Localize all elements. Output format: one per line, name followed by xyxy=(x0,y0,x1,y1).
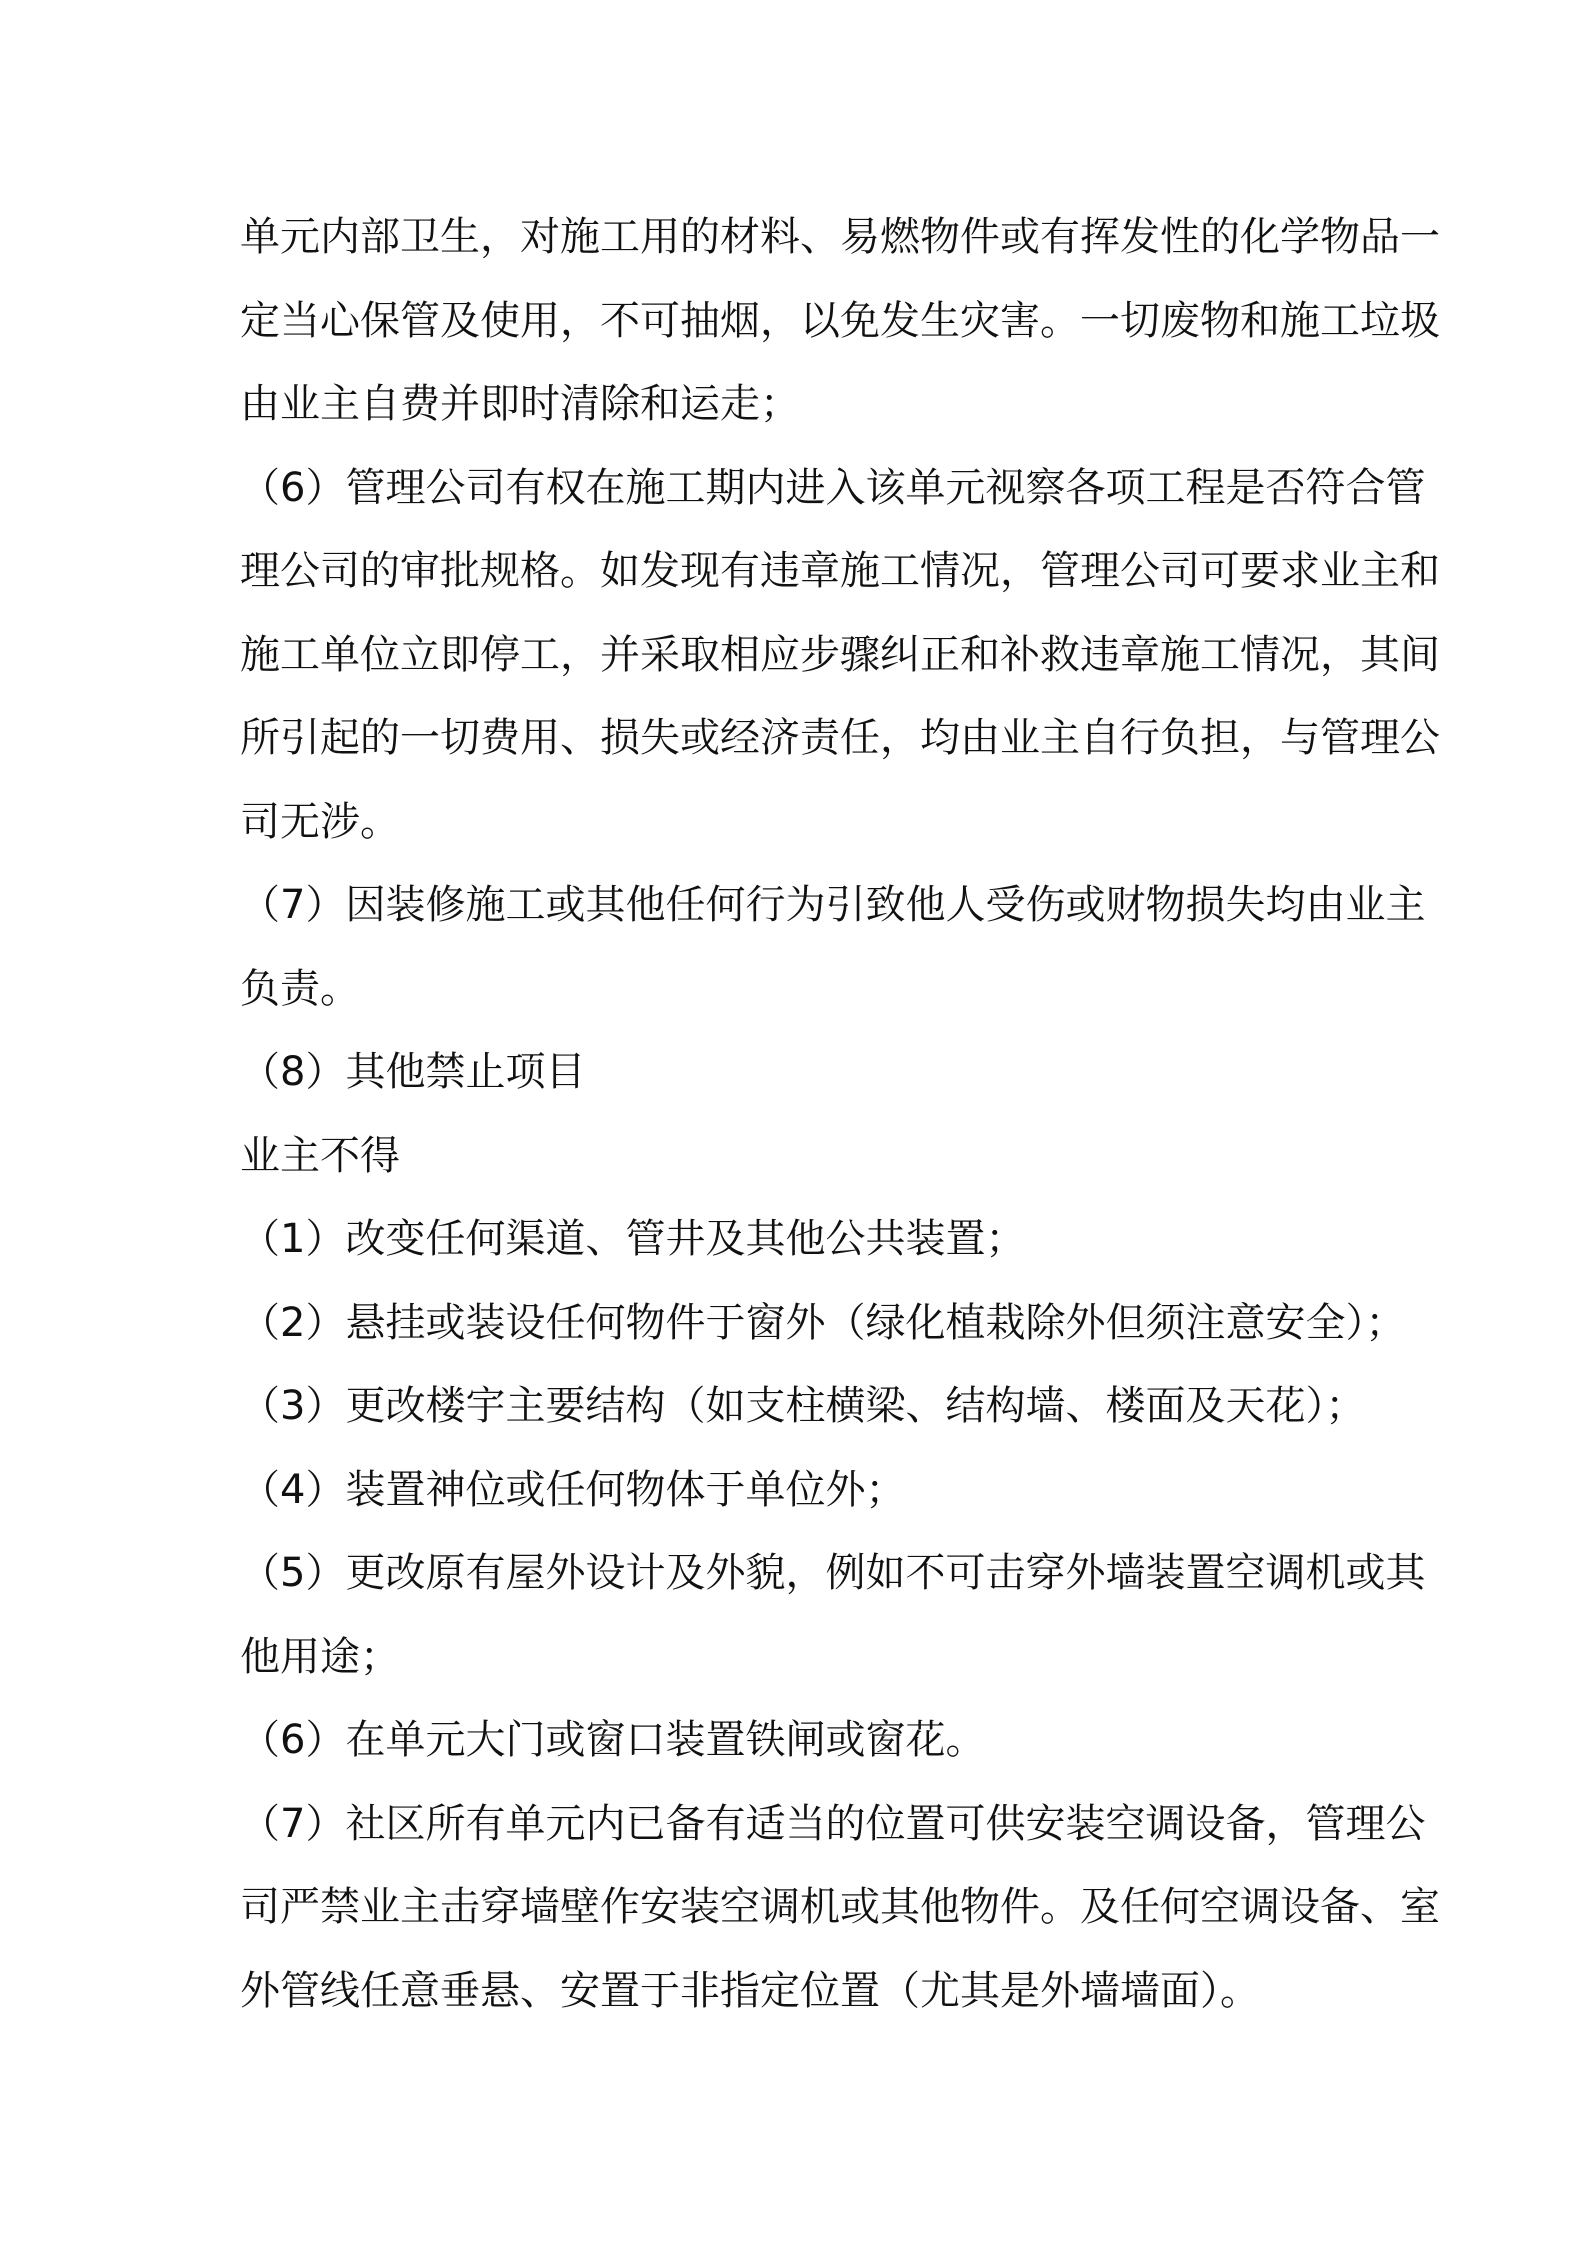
text-line: 由业主自费并即时清除和运走； xyxy=(240,381,800,427)
text-line: （7）社区所有单元内已备有适当的位置可供安装空调设备，管理公 xyxy=(240,1800,1426,1847)
text-line: （1）改变任何渠道、管井及其他公共装置； xyxy=(240,1216,1026,1262)
text-line: 司无涉。 xyxy=(240,798,400,845)
text-line: 他用途； xyxy=(240,1633,400,1680)
text-line: 单元内部卫生，对施工用的材料、易燃物件或有挥发性的化学物品一 xyxy=(240,214,1440,260)
text-line: （2）悬挂或装设任何物件于窗外（绿化植栽除外但须注意安全）； xyxy=(240,1299,1406,1346)
text-line: （7）因装修施工或其他任何行为引致他人受伤或财物损失均由业主 xyxy=(240,882,1426,928)
text-line: 施工单位立即停工，并采取相应步骤纠正和补救违章施工情况，其间 xyxy=(240,631,1440,678)
text-line: 所引起的一切费用、损失或经济责任，均由业主自行负担，与管理公 xyxy=(240,715,1440,761)
text-line: （3）更改楼宇主要结构（如支柱横梁、结构墙、楼面及天花）； xyxy=(240,1383,1366,1429)
text-line: 负责。 xyxy=(240,965,360,1012)
text-line: （6）在单元大门或窗口装置铁闸或窗花。 xyxy=(240,1717,986,1763)
text-line: 业主不得 xyxy=(240,1132,400,1179)
text-line: （5）更改原有屋外设计及外貌，例如不可击穿外墙装置空调机或其 xyxy=(240,1550,1426,1596)
text-line: （6）管理公司有权在施工期内进入该单元视察各项工程是否符合管 xyxy=(240,464,1426,511)
text-line: 外管线任意垂悬、安置于非指定位置（尤其是外墙墙面）。 xyxy=(240,1967,1260,2014)
text-line: 定当心保管及使用，不可抽烟，以免发生灾害。一切废物和施工垃圾 xyxy=(240,297,1440,344)
text-line: 司严禁业主击穿墙壁作安装空调机或其他物件。及任何空调设备、室 xyxy=(240,1884,1440,1930)
document-body xyxy=(240,196,1440,2033)
text-line: 理公司的审批规格。如发现有违章施工情况，管理公司可要求业主和 xyxy=(240,548,1440,594)
text-line: （8）其他禁止项目 xyxy=(240,1049,586,1095)
text-line: （4）装置神位或任何物体于单位外； xyxy=(240,1466,906,1513)
